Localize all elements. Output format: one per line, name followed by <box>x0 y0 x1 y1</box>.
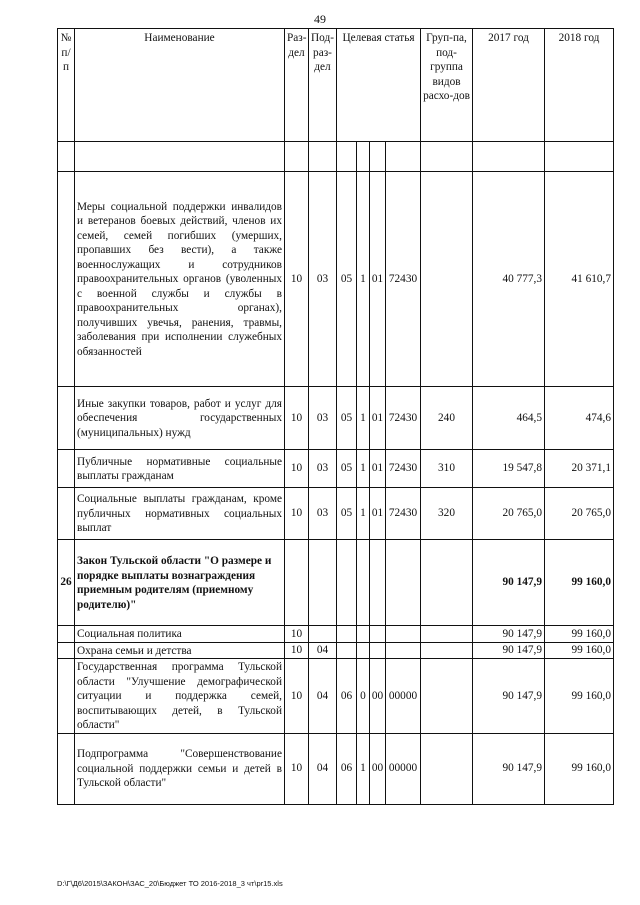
cell-section: 10 <box>285 659 309 734</box>
cell-target-direction <box>386 540 421 626</box>
cell-name: Охрана семьи и детства <box>75 642 285 659</box>
cell-target-program: 05 <box>337 387 357 450</box>
cell-2018: 20 371,1 <box>545 450 614 488</box>
cell-target-event <box>370 540 386 626</box>
cell-target-event: 01 <box>370 387 386 450</box>
cell-target-program <box>337 540 357 626</box>
cell-2017: 40 777,3 <box>473 172 545 387</box>
cell-subsection: 04 <box>309 733 337 804</box>
cell-row-number <box>58 642 75 659</box>
cell-2017: 90 147,9 <box>473 540 545 626</box>
cell-target-event: 00 <box>370 659 386 734</box>
table-row <box>58 733 614 804</box>
table-row <box>58 387 614 450</box>
header-no: № п/п <box>58 29 75 142</box>
cell-expense-group <box>421 642 473 659</box>
cell-row-number <box>58 626 75 643</box>
header-2017: 2017 год <box>473 29 545 142</box>
cell-row-number: 26 <box>58 540 75 626</box>
cell-target-event <box>370 626 386 643</box>
cell-2017: 19 547,8 <box>473 450 545 488</box>
header-subsection: Под-раз-дел <box>309 29 337 142</box>
cell-target-event <box>370 642 386 659</box>
table-row <box>58 450 614 488</box>
cell-section: 10 <box>285 642 309 659</box>
spacer-row <box>58 142 614 172</box>
cell-target-subprogram: 0 <box>357 659 370 734</box>
header-name: Наименование <box>75 29 285 142</box>
cell-subsection: 03 <box>309 172 337 387</box>
cell-row-number <box>58 172 75 387</box>
cell-2018: 41 610,7 <box>545 172 614 387</box>
cell-section: 10 <box>285 626 309 643</box>
cell-row-number <box>58 387 75 450</box>
cell-row-number <box>58 733 75 804</box>
cell-2017: 90 147,9 <box>473 733 545 804</box>
page-number: 49 <box>314 12 326 26</box>
cell-target-direction: 72430 <box>386 172 421 387</box>
cell-section: 10 <box>285 450 309 488</box>
table-row <box>58 172 614 387</box>
cell-2018: 99 160,0 <box>545 733 614 804</box>
header-section: Раз-дел <box>285 29 309 142</box>
cell-target-direction: 00000 <box>386 733 421 804</box>
cell-subsection: 03 <box>309 450 337 488</box>
cell-target-program: 06 <box>337 733 357 804</box>
cell-row-number <box>58 488 75 540</box>
cell-section: 10 <box>285 387 309 450</box>
cell-target-direction: 00000 <box>386 659 421 734</box>
cell-target-program: 05 <box>337 172 357 387</box>
cell-2017: 90 147,9 <box>473 659 545 734</box>
cell-target-program: 05 <box>337 488 357 540</box>
cell-row-number <box>58 450 75 488</box>
cell-2018: 99 160,0 <box>545 642 614 659</box>
cell-expense-group: 240 <box>421 387 473 450</box>
cell-expense-group <box>421 733 473 804</box>
cell-target-event: 01 <box>370 488 386 540</box>
cell-section: 10 <box>285 733 309 804</box>
cell-target-direction: 72430 <box>386 450 421 488</box>
cell-name: Социальные выплаты гражданам, кроме публичных нормативных социальных выплат <box>75 488 285 540</box>
header-group: Груп-па, под-группа видов расхо-дов <box>421 29 473 142</box>
cell-name: Подпрограмма "Совершенствование социальной поддержки семьи и детей в Тульской области" <box>75 733 285 804</box>
cell-2017: 90 147,9 <box>473 626 545 643</box>
cell-target-subprogram <box>357 642 370 659</box>
budget-table <box>57 28 614 805</box>
cell-target-subprogram: 1 <box>357 450 370 488</box>
cell-2018: 99 160,0 <box>545 540 614 626</box>
cell-expense-group <box>421 659 473 734</box>
cell-2017: 20 765,0 <box>473 488 545 540</box>
cell-expense-group <box>421 626 473 643</box>
cell-target-direction <box>386 642 421 659</box>
header-row <box>58 29 614 142</box>
cell-expense-group: 320 <box>421 488 473 540</box>
table-row <box>58 642 614 659</box>
cell-name: Государственная программа Тульской области "Улучшение демографической ситуации и поддержка семей, воспитывающих детей, в Тульской области" <box>75 659 285 734</box>
cell-target-event: 01 <box>370 172 386 387</box>
cell-target-subprogram <box>357 626 370 643</box>
cell-target-direction: 72430 <box>386 488 421 540</box>
cell-target-subprogram: 1 <box>357 387 370 450</box>
cell-subsection <box>309 626 337 643</box>
table-row <box>58 626 614 643</box>
cell-target-program <box>337 642 357 659</box>
cell-name: Социальная политика <box>75 626 285 643</box>
cell-subsection: 03 <box>309 387 337 450</box>
cell-target-subprogram: 1 <box>357 172 370 387</box>
cell-target-event: 00 <box>370 733 386 804</box>
cell-row-number <box>58 659 75 734</box>
cell-target-program: 06 <box>337 659 357 734</box>
cell-target-subprogram: 1 <box>357 733 370 804</box>
cell-2018: 99 160,0 <box>545 659 614 734</box>
cell-target-subprogram: 1 <box>357 488 370 540</box>
cell-name: Иные закупки товаров, работ и услуг для обеспечения государственных (муниципальных) нужд <box>75 387 285 450</box>
cell-subsection: 03 <box>309 488 337 540</box>
cell-section: 10 <box>285 172 309 387</box>
table-row <box>58 540 614 626</box>
cell-section: 10 <box>285 488 309 540</box>
cell-2018: 474,6 <box>545 387 614 450</box>
cell-name: Меры социальной поддержки инвалидов и ветеранов боевых действий, членов их семей, семей погибших (умерших, пропавших без вести), а также военнослужащих и сотрудников правоохранительных органов (уволенных с военной службы и службы в правоохранительных органах), получивших увечья, ранения, травмы, заболевания при исполнении служебных обязанностей <box>75 172 285 387</box>
cell-subsection <box>309 540 337 626</box>
cell-2017: 90 147,9 <box>473 642 545 659</box>
table-row <box>58 659 614 734</box>
cell-target-direction: 72430 <box>386 387 421 450</box>
header-target: Целевая статья <box>337 29 421 142</box>
cell-expense-group <box>421 172 473 387</box>
cell-name: Закон Тульской области "О размере и порядке выплаты вознаграждения приемным родителям (приемному родителю)" <box>75 540 285 626</box>
cell-section <box>285 540 309 626</box>
cell-target-subprogram <box>357 540 370 626</box>
footer-file-path: D:\Г\Д6\2015\ЗАКОН\ЗАС_20\Бюджет ТО 2016-2018_3 чт\pr15.xls <box>57 879 283 888</box>
cell-target-event: 01 <box>370 450 386 488</box>
header-2018: 2018 год <box>545 29 614 142</box>
cell-2018: 20 765,0 <box>545 488 614 540</box>
cell-name: Публичные нормативные социальные выплаты гражданам <box>75 450 285 488</box>
cell-target-program <box>337 626 357 643</box>
cell-subsection: 04 <box>309 659 337 734</box>
table-row <box>58 488 614 540</box>
cell-expense-group: 310 <box>421 450 473 488</box>
cell-target-direction <box>386 626 421 643</box>
cell-expense-group <box>421 540 473 626</box>
cell-target-program: 05 <box>337 450 357 488</box>
cell-2017: 464,5 <box>473 387 545 450</box>
cell-subsection: 04 <box>309 642 337 659</box>
cell-2018: 99 160,0 <box>545 626 614 643</box>
